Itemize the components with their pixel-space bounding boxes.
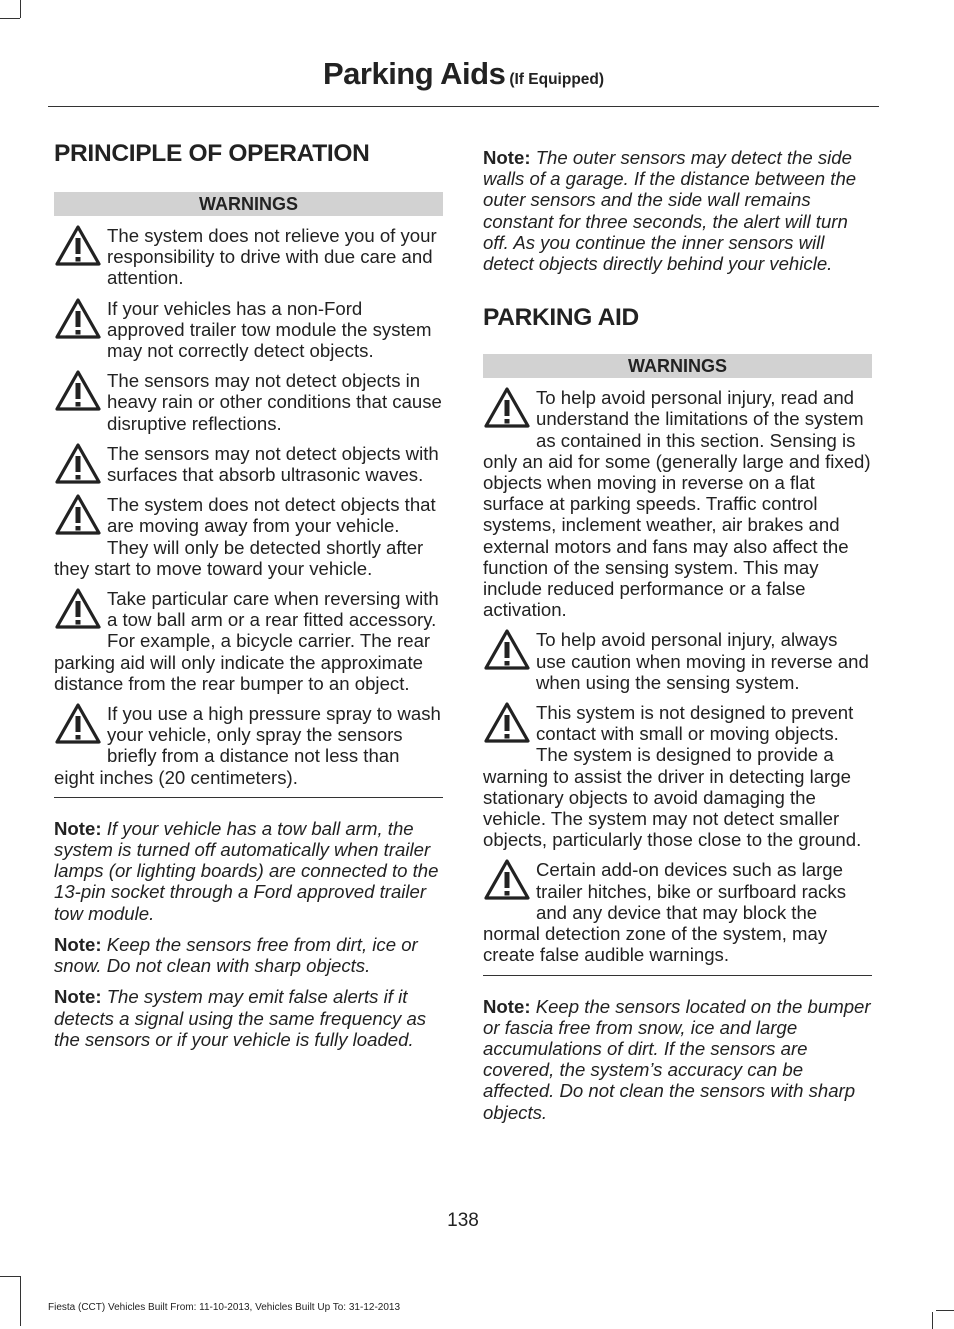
warning-triangle-icon	[54, 369, 102, 413]
note-text: The outer sensors may detect the side walls of a garage. If the distance between the outer sensors and the side wall remains constant for three seconds, the alert will turn off. As you continue the inner sensors will detect objects directly behind your vehicle.	[483, 147, 857, 275]
warning-text: The sensors may not detect objects with surfaces that absorb ultrasonic waves.	[107, 442, 439, 486]
warning-item	[483, 387, 872, 620]
warnings-bar: WARNINGS	[483, 354, 872, 378]
crop-mark	[20, 1276, 21, 1326]
warning-triangle-icon	[54, 587, 102, 631]
note	[54, 986, 443, 1050]
warning-triangle-icon	[483, 858, 531, 902]
warning-item	[54, 494, 443, 579]
note-label: Note:	[54, 933, 102, 955]
warning-triangle-icon	[483, 386, 531, 430]
page-header	[48, 56, 879, 107]
warning-text: If you use a high pressure spray to wash your vehicle, only spray the sensors briefly from a distance not less than eight inches (20 centimeters).	[54, 703, 441, 788]
warnings-bar: WARNINGS	[54, 192, 443, 216]
note	[54, 934, 443, 976]
page-subtitle: (If Equipped)	[509, 71, 605, 88]
note-text: Keep the sensors free from dirt, ice or snow. Do not clean with sharp objects.	[54, 933, 418, 977]
warning-item	[483, 859, 872, 965]
note	[54, 818, 443, 924]
warning-triangle-icon	[54, 493, 102, 537]
divider	[54, 797, 443, 798]
warning-text: To help avoid personal injury, read and understand the limitations of the system as contained in this section. Sensing is only an aid for some (generally large and fixed) objects when moving in reverse on a flat surface at parking speeds. Traffic control systems, inclement weather, air brakes and external motors and fans may also affect the function of the sensing system. This may include reduced performance or a false activation.	[483, 387, 871, 621]
note-label: Note:	[483, 147, 531, 168]
warning-item	[54, 298, 443, 362]
warning-item	[54, 703, 443, 788]
warning-item	[54, 588, 443, 694]
warning-text: The system does not detect objects that are moving away from your vehicle. They will only be detected shortly after they start to move toward your vehicle.	[54, 494, 436, 579]
note-label: Note:	[54, 986, 102, 1008]
page-title: Parking Aids	[322, 56, 506, 91]
warning-text: To help avoid personal injury, always use caution when moving in reverse and when using the sensing system.	[536, 629, 869, 693]
warning-item	[483, 702, 872, 850]
warning-triangle-icon	[54, 224, 102, 268]
warning-triangle-icon	[483, 628, 531, 672]
footer-text: Fiesta (CCT) Vehicles Built From: 11-10-2013, Vehicles Built Up To: 31-12-2013	[48, 1302, 401, 1313]
crop-mark	[0, 18, 20, 19]
warning-text: Certain add-on devices such as large trailer hitches, bike or surfboard racks and any device that may block the normal detection zone of the system, may create false audible warnings.	[483, 859, 847, 966]
warning-text: Take particular care when reversing with a tow ball arm or a rear fitted accessory. For example, a bicycle carrier. The rear parking aid will only indicate the approximate distance from the rear bumper to an object.	[54, 588, 439, 694]
warning-item	[483, 629, 872, 693]
warning-text: The sensors may not detect objects in heavy rain or other conditions that cause disruptive reflections.	[107, 370, 442, 434]
warning-item	[54, 443, 443, 485]
warning-triangle-icon	[54, 702, 102, 746]
crop-mark	[20, 0, 21, 18]
crop-mark	[936, 1310, 954, 1311]
page-number: 138	[447, 1210, 479, 1231]
warning-item	[54, 370, 443, 434]
left-column	[54, 140, 443, 1060]
section-heading-principle: PRINCIPLE OF OPERATION	[54, 140, 370, 167]
note-label: Note:	[483, 995, 531, 1017]
warning-triangle-icon	[54, 442, 102, 486]
warning-triangle-icon	[54, 297, 102, 341]
warning-text: If your vehicles has a non-Ford approved trailer tow module the system may not correctly detect objects.	[107, 297, 432, 362]
divider	[483, 975, 872, 976]
warning-triangle-icon	[483, 701, 531, 745]
note	[483, 147, 872, 274]
section-heading-parking-aid: PARKING AID	[483, 304, 639, 332]
note-text: The system may emit false alerts if it detects a signal using the same frequency as the sensors or if your vehicle is fully loaded.	[54, 986, 427, 1050]
note-text: If your vehicle has a tow ball arm, the system is turned off automatically when trailer lamps (or lighting boards) are connected to the 13-pin socket through a Ford approved trailer tow module.	[54, 817, 439, 924]
crop-mark	[0, 1276, 20, 1277]
warning-text: The system does not relieve you of your responsibility to drive with due care and attention.	[107, 225, 437, 289]
note-label: Note:	[54, 817, 102, 839]
right-column	[483, 140, 872, 1133]
note-text: Keep the sensors located on the bumper or fascia free from snow, ice and large accumulations of dirt. If the sensors are covered, the system’s accuracy can be affected. Do not clean the sensors with sharp objects.	[483, 995, 871, 1123]
crop-mark	[932, 1312, 933, 1329]
warning-item	[54, 225, 443, 289]
note	[483, 996, 872, 1123]
warning-text: This system is not designed to prevent contact with small or moving objects. The system is designed to provide a warning to assist the driver in detecting large stationary objects to avoid damaging the vehicle. The system may not detect smaller objects, particularly those close to the ground.	[483, 702, 862, 851]
